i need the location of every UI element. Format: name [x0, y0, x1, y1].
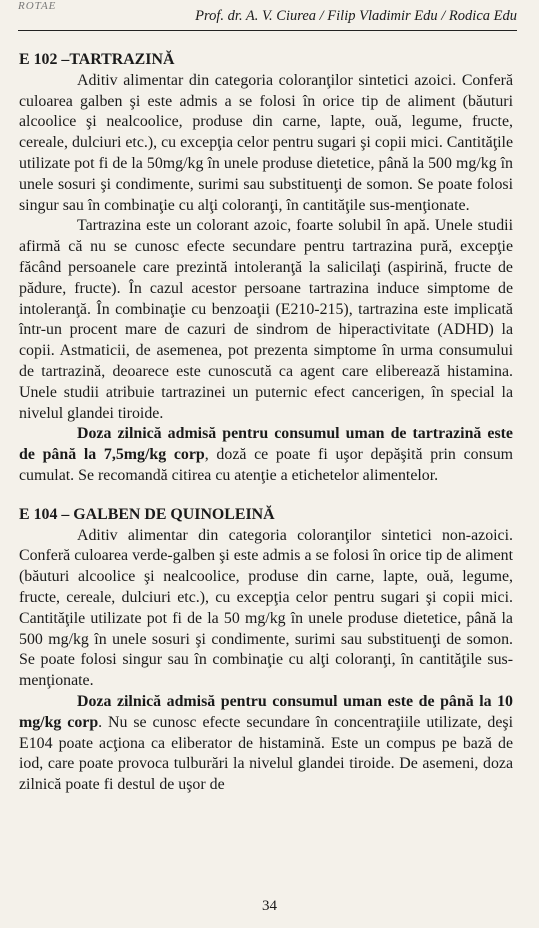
header-authors: Prof. dr. A. V. Ciurea / Filip Vladimir Edu / Rodica Edu [195, 8, 517, 24]
e102-paragraph-3 [19, 424, 513, 486]
page-number: 34 [262, 898, 277, 914]
section-heading-e104: E 104 – GALBEN DE QUINOLEINĂ [19, 505, 275, 523]
e104-dose-bold: Doza zilnică admisă pentru consumul uman este de până la 10 mg/kg corp [19, 692, 513, 731]
e102-paragraph-1: Aditiv alimentar din categoria coloranţilor sintetici azoici. Conferă culoarea galben şi este admis a se folosi în orice tip de aliment (băuturi alcoolice şi nealcoolice, produse din carne, lapte, ouă, legume, fructe, cereale, dulciuri etc.), cu excepţia celor pentru sugari şi copii mici. Cantităţile utilizate pot fi de la 50mg/kg în unele produse dietetice, până la 500 mg/kg în unele sosuri şi condimente, surimi sau substituenţi de somon. Se poate folosi singur sau în combinaţie cu alţi coloranţi, în cantităţile sus-menţionate. [19, 71, 513, 214]
e102-paragraph-2: Tartrazina este un colorant azoic, foarte solubil în apă. Unele studii afirmă că nu se cunosc efecte secundare pentru tartrazina pură, excepţie făcând persoanele care prezintă intoleranţă la salicilaţi (aspirină, fructe de pădure, fructe). În cazul acestor persoane tartrazina induce simptome de intoleranţă. În combinaţie cu benzoaţii (E210-215), tartrazina este implicată într-un procent mare de cazuri de sindrom de hiperactivitate (ADHD) la copii. Astmaticii, de asemenea, pot prezenta simptome în urma consumului de tartrazină, deoarece este cunoscută ca agent care eliberează histamina. Unele studii atribuie tartrazinei un puternic efect cancerigen, în special la nivelul glandei tiroide. [19, 217, 513, 422]
e104-paragraph-2 [19, 692, 513, 796]
e104-paragraph-1: Aditiv alimentar din categoria coloranţilor sintetici non-azoici. Conferă culoarea verde-galben şi este admis a se folosi în orice tip de aliment (băuturi alcoolice şi nealcoolice, produse din carne, lapte, ouă, legume, fructe, cereale, dulciuri etc.), cu excepţia celor pentru sugari şi copii mici. Cantităţile utilizate pot fi de la 50 mg/kg în unele produse dietetice, până la 500 mg/kg în unele sosuri şi condimente, surimi sau substituenţi de somon. Se poate folosi singur sau în combinaţie cu alţi coloranţi, în cantităţile sus-menţionate. [19, 526, 513, 690]
header-smudge: ROTAE [18, 0, 57, 12]
section-heading-e102: E 102 –TARTRAZINĂ [19, 51, 175, 68]
section-gap [19, 487, 513, 505]
page-content [19, 50, 513, 796]
e104-dose-rest: . Nu se cunosc efecte secundare în concentraţiile utilizate, deşi E104 poate acţiona ca eliberator de histamină. Este un compus pe bază de iod, care poate provoca tulburări la nivelul glandei tiroide. De asemeni, doza zilnică poate fi destul de uşor de [19, 713, 513, 794]
e102-dose-rest: , doză ce poate fi uşor depăşită prin consum cumulat. Se recomandă citirea cu atenţie a etichetelor alimentelor. [19, 446, 513, 484]
running-header [18, 2, 517, 31]
e102-dose-bold: Doza zilnică admisă pentru consumul uman de tartrazină este de până la 7,5mg/kg corp [19, 425, 513, 464]
